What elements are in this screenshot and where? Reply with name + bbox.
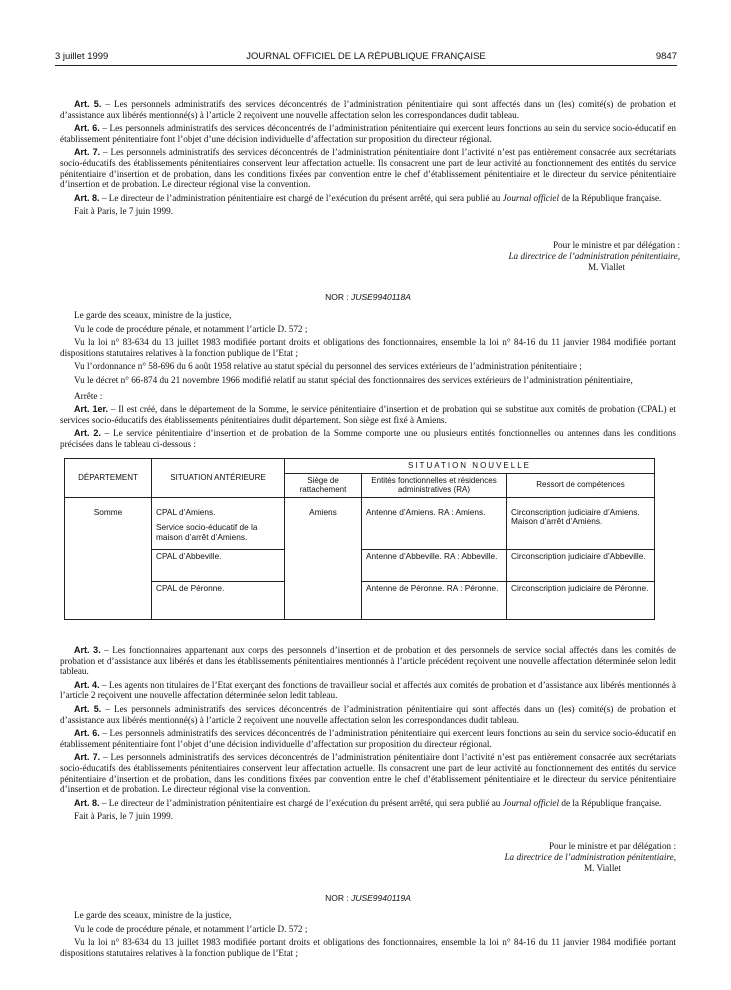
article-2: Art. 2. – Le service pénitentiaire d’insertion et de probation de la Somme comporte une ou plusieurs entités fonctionnelles ou antennes dans les conditions précisées dans le tableau ci-dessous : xyxy=(60,428,676,449)
article-4: Art. 4. – Les agents non titulaires de l’Etat exerçant des fonctions de travailleur social et affectés aux comités de probation et d’assistance aux libérés mentionnés à l’article 2 reçoivent une nouvelle affectation déterminée selon ledit tableau. xyxy=(60,679,676,701)
article-7b: Art. 7. – Les personnels administratifs des services déconcentrés de l’administration pénitentiaire dont l’activité n’est pas entièrement consacrée aux secrétariats socio-éducatifs des établissements pénitentiaires conservent leur affectation actuelle. Ils consacrent une part de leur activité au fonctionnement des entités du service pénitentiaire d’insertion et de probation, dans les conditions fixées par convention entre le chef d’établissement pénitentiaire et le directeur du service pénitentiaire d’insertion et de probation. Le directeur régional vise la convention. xyxy=(60,752,676,795)
nor-reference-2: NOR : JUSE9940119A xyxy=(325,893,411,903)
article-5: Art. 5. – Les personnels administratifs des services déconcentrés de l’administration pénitentiaire qui sont affectés dans un (les) comité(s) de probation et d’assistance aux libérés mentionné(s) à l’article 2 reçoivent une nouvelle affectation selon les correspondances dudit tableau. xyxy=(60,99,676,120)
signature-block: Pour le ministre et par délégation : La directrice de l’administration pénitentiaire, M. Viallet xyxy=(508,240,680,272)
article-8b: Art. 8. – Le directeur de l’administration pénitentiaire est chargé de l’exécution du présent arrêté, qui sera publié au Journal officiel de la République française. xyxy=(74,797,662,808)
header-date: 3 juillet 1999 xyxy=(55,51,109,62)
article-8: Art. 8. – Le directeur de l’administration pénitentiaire est chargé de l’exécution du présent arrêté, qui sera publié au Journal officiel de la République française. xyxy=(74,192,662,203)
article-7: Art. 7. – Les personnels administratifs des services déconcentrés de l’administration pénitentiaire dont l’activité n’est pas entièrement consacrée aux secrétariats socio-éducatifs des établissements pénitentiaires conservent leur affectation actuelle. Ils consacrent une part de leur activité au fonctionnement des entités du service pénitentiaire d’insertion et de probation, dans les conditions fixées par convention entre le chef d’établissement pénitentiaire et le directeur du service pénitentiaire d’insertion et de probation. Le directeur régional vise la convention. xyxy=(60,147,676,190)
nor-reference: NOR : JUSE9940118A xyxy=(325,292,411,302)
article-6b: Art. 6. – Les personnels administratifs des services déconcentrés de l’administration pénitentiaire qui exercent leurs fonctions au sein du service socio-éducatif en établissement pénitentiaire font l’objet d’une décision individuelle d’affectation sur proposition du directeur régional. xyxy=(60,728,676,749)
article-6: Art. 6. – Les personnels administratifs des services déconcentrés de l’administration pénitentiaire qui exercent leurs fonctions au sein du service socio-éducatif en établissement pénitentiaire font l’objet d’une décision individuelle d’affectation sur proposition du directeur régional. xyxy=(60,123,676,144)
article-3: Art. 3. – Les fonctionnaires appartenant aux corps des personnels d’insertion et de probation et des personnels de service social affectés dans les comités de probation et d’assistance aux libérés et dans les établissements pénitentiaires mentionnés à l’article précédent reçoivent une nouvelle affectation déterminée selon ledit tableau. xyxy=(60,645,677,677)
header-rule xyxy=(55,65,677,66)
page-number: 9847 xyxy=(655,51,677,62)
signature-block-2: Pour le ministre et par délégation : La directrice de l’administration pénitentiaire, M. Viallet xyxy=(504,841,676,873)
top-articles xyxy=(60,99,676,220)
lower-articles xyxy=(60,645,676,825)
page-header xyxy=(55,50,677,64)
article-5b: Art. 5. – Les personnels administratifs des services déconcentrés de l’administration pénitentiaire qui sont affectés dans un (les) comité(s) de probation et d’assistance aux libérés mentionné(s) à l’article 2 reçoivent une nouvelle affectation selon les correspondances dudit tableau. xyxy=(60,703,676,725)
article-1: Art. 1er. – Il est créé, dans le département de la Somme, le service pénitentiaire d’insertion et de probation qui se substitue aux comités de probation (CPAL) et services socio-éducatifs des établissements pénitentiaires dudit département. Son siège est fixé à Amiens. xyxy=(60,404,676,425)
fait-line-2: Fait à Paris, le 7 juin 1999. xyxy=(74,811,174,822)
middle-section: Le garde des sceaux, ministre de la justice, Vu le code de procédure pénale, et notamment l’article D. 572 ; Vu la loi n° 83-634 du 13 juillet 1983 modifiée portant droits et obligations des fonctionnaires, ensemble la loi n° 84-16 du 11 janvier 1984 modifiée portant dispositions statutaires relatives à la fonction publique de l’Etat ; Vu l’ordonnance n° 58-696 du 6 août 1958 relative au statut spécial du personnel des services extérieurs de l’administration pénitentiaire ; Vu le décret n° 66-874 du 21 novembre 1966 modifié relatif au statut spécial des fonctionnaires des services extérieurs de l’administration pénitentiaire, Arrête : Art. 1er. – Il est créé, dans le département de la Somme, le service pénitentiaire d’insertion et de probation qui se substitue aux comités de probation (CPAL) et services socio-éducatifs des établissements pénitentiaires dudit département. Son siège est fixé à Amiens. Art. 2. – Le service pénitentiaire d’insertion et de probation de la Somme comporte une ou plusieurs entités fonctionnelles ou antennes dans les conditions précisées dans le tableau ci-dessous : xyxy=(60,310,676,449)
journal-title: JOURNAL OFFICIEL DE LA RÉPUBLIQUE FRANÇAISE xyxy=(246,51,486,62)
bottom-section: Le garde des sceaux, ministre de la justice, Vu le code de procédure pénale, et notamment l’article D. 572 ; Vu la loi n° 83-634 du 13 juillet 1983 modifiée portant droits et obligations des fonctionnaires, ensemble la loi n° 84-16 du 11 janvier 1984 modifiée portant dispositions statutaires relatives à la fonction publique de l’Etat ; xyxy=(60,910,676,958)
fait-line: Fait à Paris, le 7 juin 1999. xyxy=(74,206,174,217)
affectation-table: DÉPARTEMENT SITUATION ANTÉRIEURE SITUATION NOUVELLE Siège de rattachement Entités fonctionnelles et résidences administratives (RA) Ressort de compétences Somme CPAL d’Amiens. Service socio-éducatif de la maison d’arrêt d’Amiens. Amiens Antenne d’Amiens. RA : Amiens. Circonscription judiciaire d’Amiens. Maison d’arrêt d’Amiens. CPAL d’Abbeville. Antenne d’Abbeville. RA : Abbeville. Circonscription judiciaire d’Abbeville. CPAL de Péronne. Antenne de Péronne. RA : Péronne. Circonscription judiciaire de Péronne. xyxy=(64,458,655,620)
